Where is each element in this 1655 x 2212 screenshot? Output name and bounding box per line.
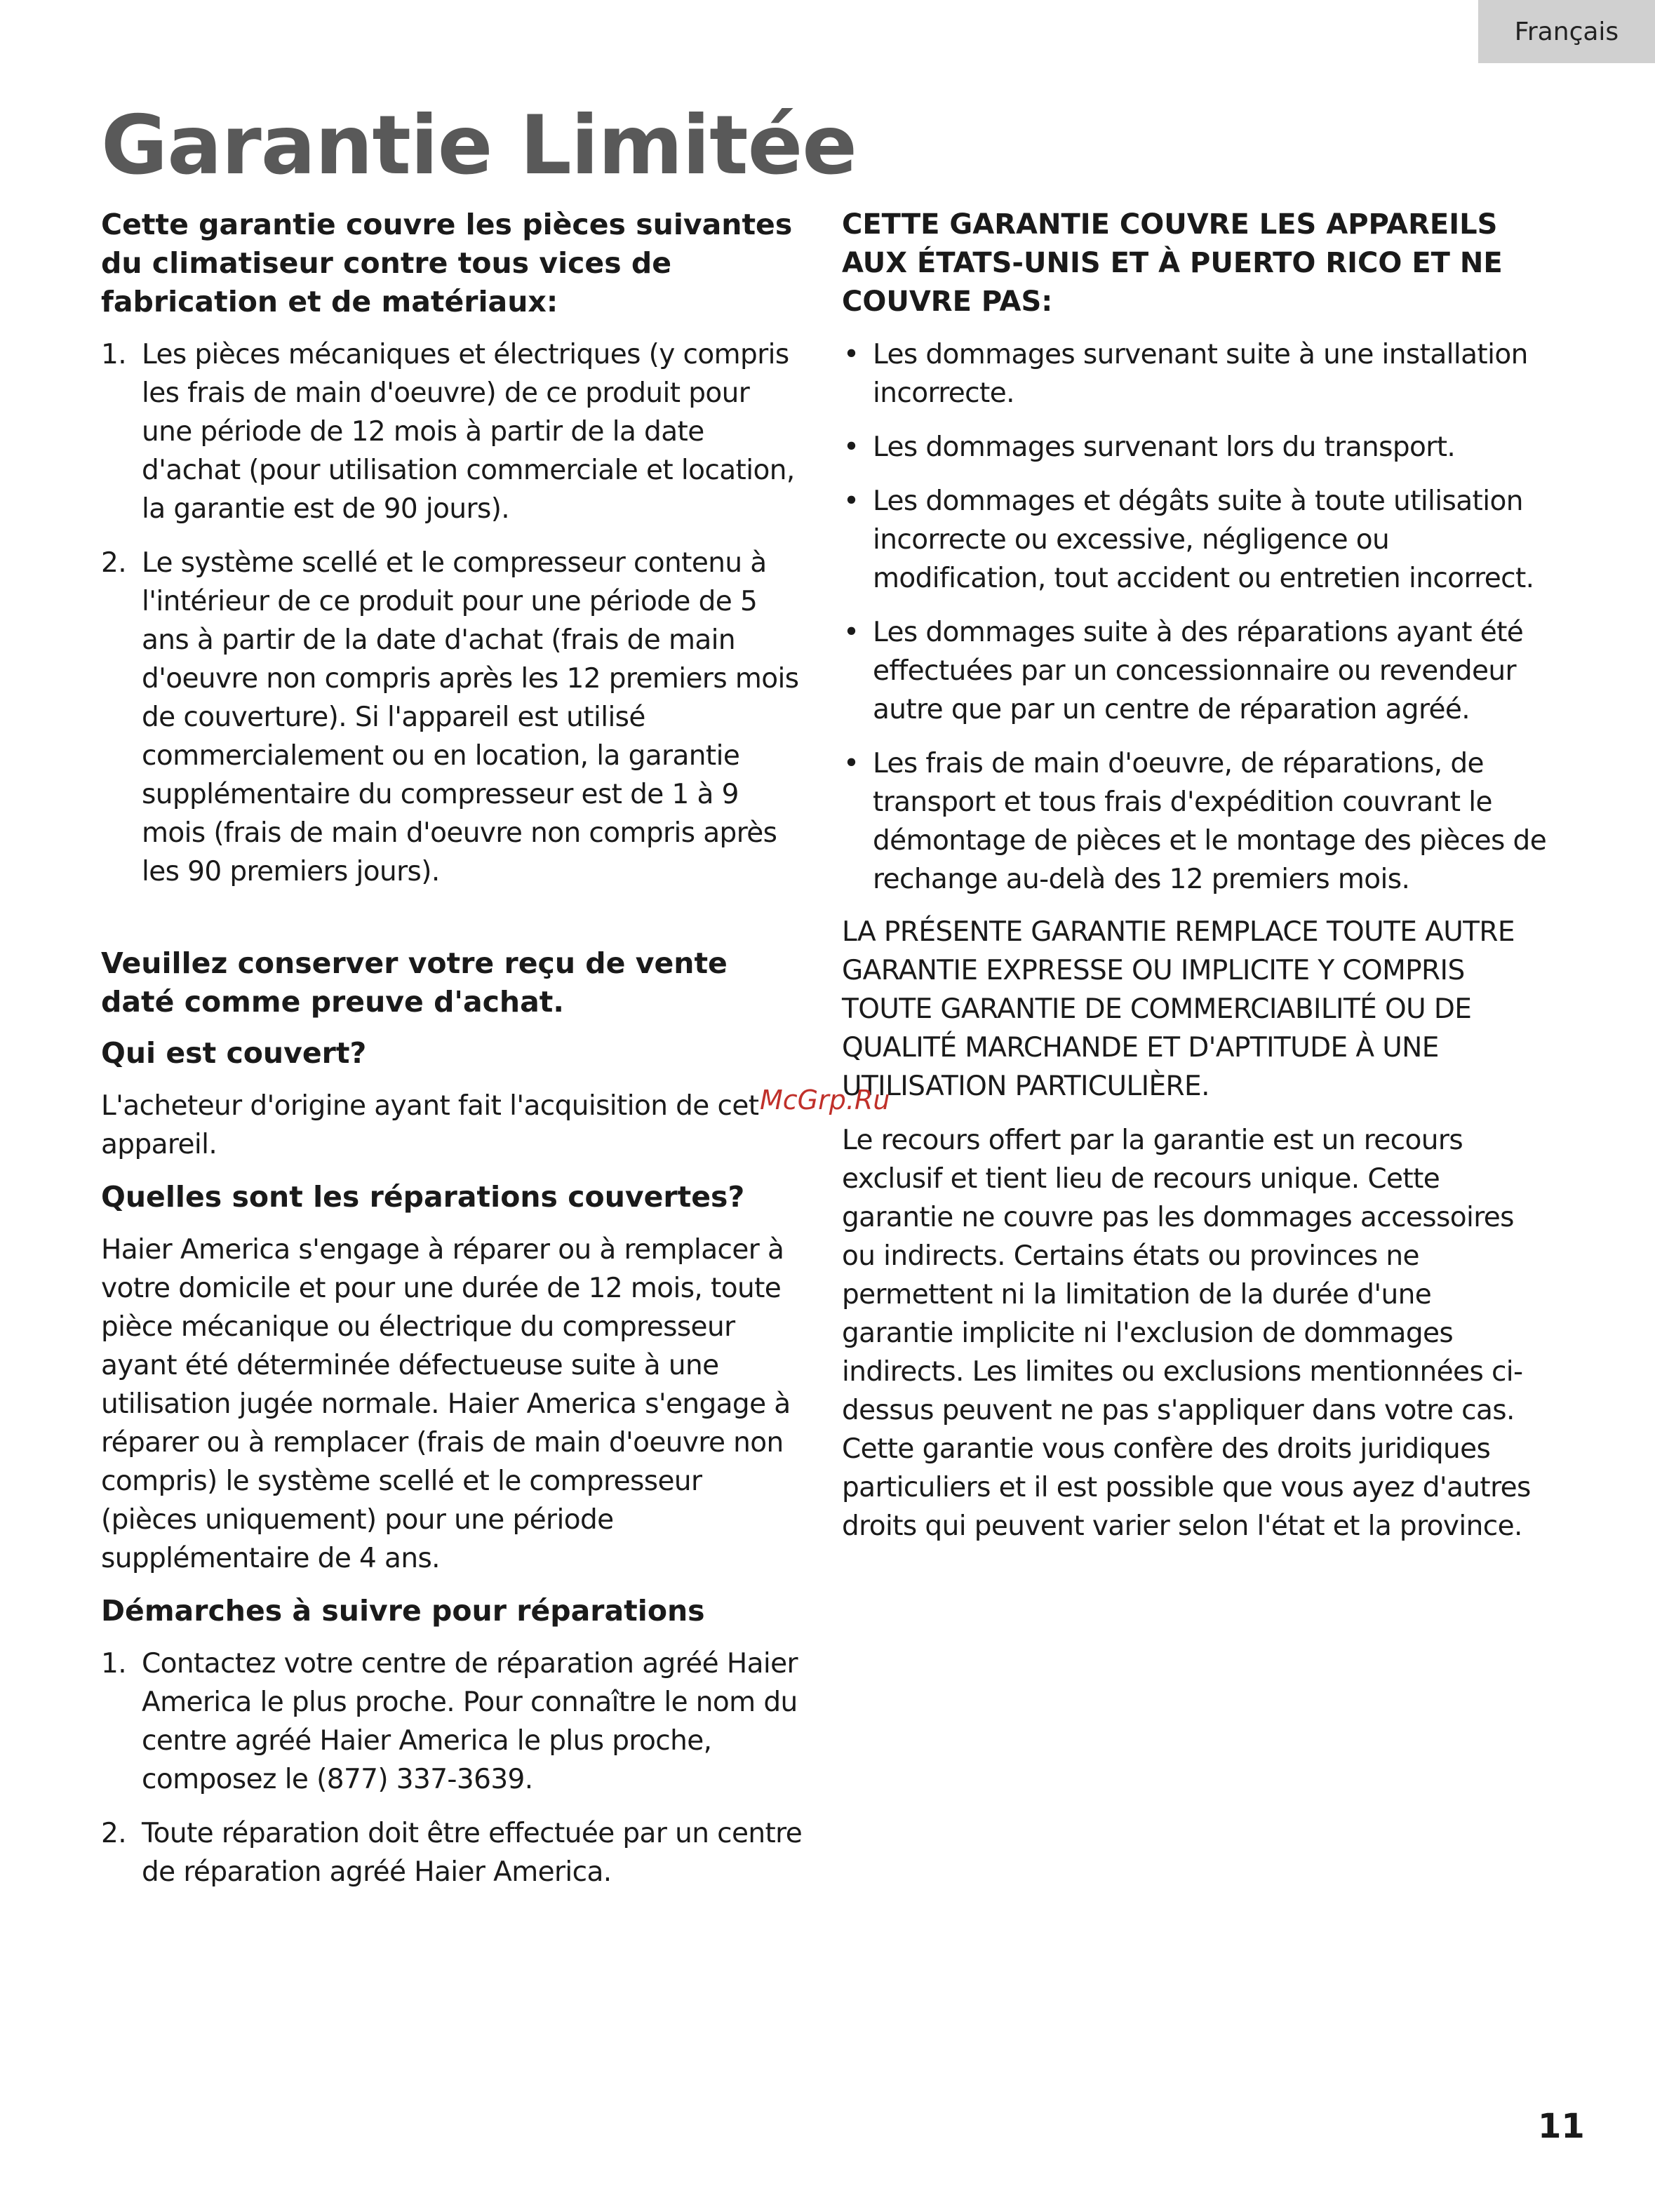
exclusion-item <box>842 428 1550 467</box>
exclusion-item <box>842 482 1550 598</box>
exclusion-text: Les dommages survenant suite à une installation incorrecte. <box>873 339 1528 409</box>
right-column <box>842 206 1550 1546</box>
coverage-item-text: Le système scellé et le compresseur contenu à l'intérieur de ce produit pour une période de 5 ans à partir de la date d'achat (frais de main d'oeuvre non compris après les 12 premiers mois de couverture). Si l'appareil est utilisé commercialement ou en location, la garantie supplémentaire du compresseur est de 1 à 9 mois (frais de main d'oeuvre non compris après les 90 premiers jours). <box>142 547 799 887</box>
exclusion-text: Les dommages suite à des réparations ayant été effectuées par un concessionnaire ou revendeur autre que par un centre de réparation agréé. <box>873 617 1524 725</box>
exclusion-text: Les dommages survenant lors du transport. <box>873 431 1456 463</box>
exclusion-item <box>842 335 1550 413</box>
step-item-number: 1. <box>101 1648 127 1680</box>
steps-heading: Démarches à suivre pour réparations <box>101 1594 705 1628</box>
receipt-heading: Veuillez conserver votre reçu de vente daté comme preuve d'achat. <box>101 946 728 1019</box>
language-tab: Français <box>1478 0 1655 63</box>
exclusions-heading: CETTE GARANTIE COUVRE LES APPAREILS AUX ÉTATS-UNIS ET À PUERTO RICO ET NE COUVRE PAS: <box>842 208 1503 318</box>
remedy-text: Le recours offert par la garantie est un recours exclusif et tient lieu de recours unique. Cette garantie ne couvre pas les dommages accessoires ou indirects. Certains états ou provinces ne permettent ni la limitation de la durée d'une garantie implicite ni l'exclusion de dommages indirects. Les limites ou exclusions mentionnées ci-dessus peuvent ne pas s'appliquer dans votre cas. Cette garantie vous confère des droits juridiques particuliers et il est possible que vous ayez d'autres droits qui peuvent varier selon l'état et la province. <box>842 1125 1531 1542</box>
coverage-item-number: 1. <box>101 339 127 370</box>
replaces-warranty-text: LA PRÉSENTE GARANTIE REMPLACE TOUTE AUTRE GARANTIE EXPRESSE OU IMPLICITE Y COMPRIS TOUTE GARANTIE DE COMMERCIABILITÉ OU DE QUALITÉ MARCHANDE ET D'APTITUDE À UNE UTILISATION PARTICULIÈRE. <box>842 916 1515 1102</box>
repairs-text: Haier America s'engage à réparer ou à remplacer à votre domicile et pour une durée de 12 mois, toute pièce mécanique ou électrique du compresseur ayant été déterminée défectueuse suite à une utilisation jugée normale. Haier America s'engage à réparer ou à remplacer (frais de main d'oeuvre non compris) le système scellé et le compresseur (pièces uniquement) pour une période supplémentaire de 4 ans. <box>101 1234 791 1574</box>
coverage-item <box>101 544 803 891</box>
step-item-text: Contactez votre centre de réparation agréé Haier America le plus proche. Pour connaître le nom du centre agréé Haier America le plus proche, composez le (877) 337-3639. <box>142 1648 798 1795</box>
step-item <box>101 1814 803 1891</box>
exclusion-text: Les frais de main d'oeuvre, de réparations, de transport et tous frais d'expédition couvrant le démontage de pièces et le montage des pièces de rechange au-delà des 12 premiers mois. <box>873 748 1547 895</box>
left-column <box>101 206 803 1891</box>
page-number: 11 <box>1538 2107 1585 2146</box>
step-item-text: Toute réparation doit être effectuée par un centre de réparation agréé Haier America. <box>142 1818 803 1888</box>
who-covered-heading: Qui est couvert? <box>101 1036 367 1070</box>
coverage-item <box>101 335 803 528</box>
bullet-icon: • <box>843 339 859 370</box>
exclusions-list <box>842 335 1550 899</box>
exclusion-item <box>842 744 1550 899</box>
page-title: Garantie Limitée <box>101 98 857 193</box>
coverage-heading: Cette garantie couvre les pièces suivantes du climatiseur contre tous vices de fabrication et de matériaux: <box>101 208 793 319</box>
coverage-item-number: 2. <box>101 547 127 579</box>
exclusion-text: Les dommages et dégâts suite à toute utilisation incorrecte ou excessive, négligence ou modification, tout accident ou entretien incorrect. <box>873 485 1534 594</box>
watermark: McGrp.Ru <box>760 1085 890 1115</box>
exclusion-item <box>842 613 1550 729</box>
step-item <box>101 1644 803 1799</box>
repairs-heading: Quelles sont les réparations couvertes? <box>101 1180 745 1214</box>
steps-list <box>101 1644 803 1891</box>
step-item-number: 2. <box>101 1818 127 1849</box>
coverage-item-text: Les pièces mécaniques et électriques (y compris les frais de main d'oeuvre) de ce produit pour une période de 12 mois à partir de la date d'achat (pour utilisation commerciale et location, la garantie est de 90 jours). <box>142 339 795 525</box>
coverage-list <box>101 335 803 891</box>
bullet-icon: • <box>843 617 859 648</box>
bullet-icon: • <box>843 485 859 517</box>
who-covered-text: L'acheteur d'origine ayant fait l'acquisition de cet appareil. <box>101 1090 759 1160</box>
bullet-icon: • <box>843 748 859 779</box>
bullet-icon: • <box>843 431 859 463</box>
